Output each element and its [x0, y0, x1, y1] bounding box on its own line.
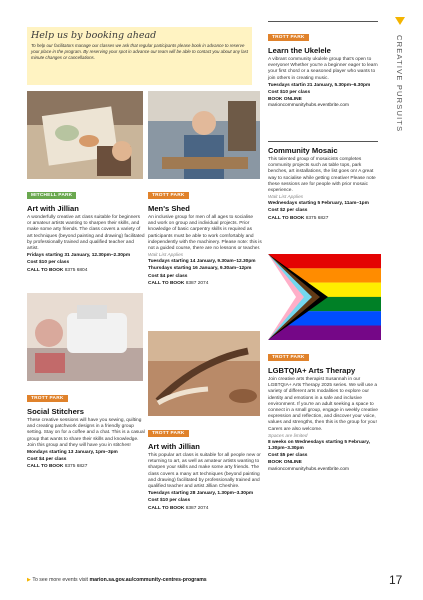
call-to-book [268, 216, 380, 222]
program-description: A wonderfully creative art class suitable for beginners or amateur artists wanting to sharpen their skills, and make some arty friends. The class covers a variety of art techniques (beyond painting and drawing) facilitated by professionally trained and qualified teacher and artist. [27, 215, 145, 252]
program-title: Social Stitchers [27, 407, 84, 416]
program-description: An inclusive group for men of all ages to socialise and work on group and individual projects. Prior knowledge of basic carpentry skills is required as participants must be able to work comfortably and independently with the machinery. Please note: this is not a guided course, there are no lessons or teacher. [148, 215, 262, 252]
book-online-label: BOOK ONLINE [268, 97, 302, 103]
program-schedule: 8 weeks on Wednesdays starting 5 February, 1.30pm–3.30pm [268, 439, 370, 452]
program-description: Join creative arts therapist Susannah in our LGBTQIA+ Arts Therapy 2025 series. We will use a variety of different arts modalities to explore our identity and emotions in a safe and inclusive environment. If you're an adult seeking a space to connect in a small group, engage in weekly creative expression and reflection, and discover your voice, values and strengths, then this is the group for you! Carers are also welcome. [268, 377, 378, 432]
location-tag: TROTT PARK [148, 430, 189, 437]
waitlist-note: Wait List Applies [268, 195, 304, 201]
program-schedule: Tuesdays startin 21 January, 5.30pm–6.30pm [268, 82, 371, 88]
program-schedule: Mondays starting 13 January, 1pm–3pm [27, 450, 118, 456]
footer-prefix: To see more events visit [32, 577, 89, 583]
call-label: CALL TO BOOK [27, 464, 64, 470]
program-cost: Cost $5 per class [268, 453, 308, 459]
program-description: This talented group of mosaicists completes community projects such as table tops, park benches, art installations, the list goes on! A great way to socialise while getting creative! Please note these sessions are for people with prior mosaic experience. [268, 157, 376, 194]
paintbrush-image [148, 331, 260, 416]
pride-flag-image [268, 254, 381, 340]
program-schedule: Tuesdays starting 28 January, 1.30pm–3.30pm [148, 491, 254, 497]
program-cost: Cost $10 per class [148, 498, 191, 504]
booking-url[interactable]: marioncommunityhubs.eventbrite.com [268, 466, 350, 472]
footer [27, 577, 207, 583]
program-schedule: Wednesdays starting 5 February, 11am–1pm [268, 201, 369, 207]
location-tag: TROTT PARK [268, 34, 309, 41]
mens-shed-image [148, 91, 260, 179]
triangle-marker-icon [395, 17, 405, 25]
location-tag: TROTT PARK [148, 192, 189, 199]
book-online-label: BOOK ONLINE [268, 460, 302, 466]
program-schedule: Fridays starting 31 January, 12.30pm–2.30pm [27, 253, 131, 259]
phone-number[interactable]: 8375 6827 [305, 215, 329, 221]
program-title: Art with Jillian [27, 204, 79, 213]
section-label-text: CREATIVE PURSUITS [395, 35, 404, 133]
footer-link[interactable]: marion.sa.gov.au/community-centres-programs [89, 577, 207, 583]
waitlist-note: Wait List Applies [148, 253, 184, 259]
program-title: Men's Shed [148, 204, 190, 213]
call-to-book [148, 506, 262, 512]
call-label: CALL TO BOOK [268, 215, 305, 221]
divider [268, 141, 378, 142]
booking-notice [27, 27, 252, 85]
divider [268, 21, 378, 22]
phone-number[interactable]: 8375 6804 [64, 267, 88, 273]
call-label: CALL TO BOOK [148, 505, 185, 511]
location-tag: MITCHELL PARK [27, 192, 76, 199]
program-cost: Cost $2 per class [268, 208, 308, 214]
program-title: LGBTQIA+ Arts Therapy [268, 366, 356, 375]
program-title: Art with Jillian [148, 442, 200, 451]
program-description: These creative sessions will have you sewing, quilting and creating patchwork designs in a friendly group setting. Stay on for a coffee and a chat. This is a casual group that wants to share their skills and knowledge. Join this group and they will have you in stitches! [27, 418, 145, 448]
location-tag: TROTT PARK [268, 354, 309, 361]
program-title: Learn the Ukelele [268, 46, 331, 55]
sewing-image [27, 293, 143, 381]
program-cost: Cost $4 per class [27, 457, 67, 463]
phone-number[interactable]: 8387 2074 [185, 280, 209, 286]
call-to-book [148, 281, 262, 287]
painting-class-image [27, 91, 143, 179]
call-label: CALL TO BOOK [27, 267, 64, 273]
section-label [392, 35, 408, 145]
phone-number[interactable]: 8387 2074 [185, 505, 209, 511]
program-cost: Cost $10 per class [268, 90, 311, 96]
booking-url[interactable]: marioncommunityhubs.eventbrite.com [268, 103, 350, 109]
page-number: 17 [389, 573, 403, 587]
phone-number[interactable]: 8375 6827 [64, 464, 88, 470]
location-tag: TROTT PARK [27, 395, 68, 402]
footer-arrow-icon: ▶ [27, 577, 31, 583]
notice-text: To help our facilitators manage our classes we ask that regular participants please book in advance to reserve your place in the program. By reserving your spot in advance our team will be able to contact you about any last minute changes or cancellations. [31, 43, 248, 60]
program-schedule-2: Thursdays starting 16 January, 9.30am–12pm [148, 266, 252, 272]
program-cost: Cost $4 per class [148, 273, 188, 279]
program-cost: Cost $10 per class [27, 260, 70, 266]
program-description: This popular art class is suitable for all people new or returning to art, as well as amateur artists wanting to sharpen your skills and make some arty friends. The class covers a many art techniques (beyond painting and drawing) facilitated by professionally trained and qualified teacher and artist Jillian Cheshire. [148, 453, 261, 490]
notice-title: Help us by booking ahead [31, 30, 157, 41]
program-description: A vibrant community ukulele group that's open to everyone! Whether you're a beginner eager to learn your first chord or a seasoned player who wants to join others in creating music. [268, 57, 378, 81]
program-title: Community Mosaic [268, 146, 338, 155]
call-to-book [27, 268, 145, 274]
program-schedule: Tuesdays starting 14 January, 9.30am–12.30pm [148, 259, 256, 265]
call-to-book [27, 464, 145, 470]
call-label: CALL TO BOOK [148, 280, 185, 286]
limited-note: Spaces are limited [268, 433, 308, 439]
